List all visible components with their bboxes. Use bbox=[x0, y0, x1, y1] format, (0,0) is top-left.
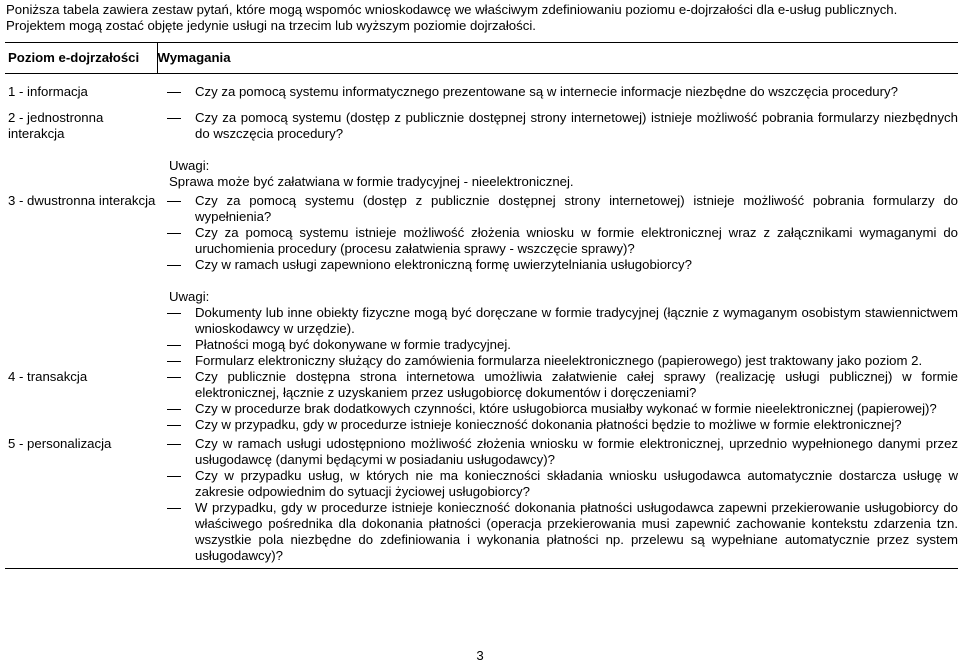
notes-label: Uwagi: bbox=[169, 158, 210, 173]
dash-bullet bbox=[167, 476, 181, 477]
list-item: Czy w ramach usługi udostępniono możliwość złożenia wniosku w formie elektronicznej, uprzednio wypełnionego danymi przez usługodawcę (danymi będącymi w posiadaniu usługodawcy)? bbox=[157, 436, 958, 468]
list-item: Czy w procedurze brak dodatkowych czynności, które usługobiorca musiałby wykonać w formie nieelektronicznej (papierowej)? bbox=[157, 401, 958, 417]
list-item: Czy za pomocą systemu (dostęp z publicznie dostępnej strony internetowej) istnieje możliwość pobrania formularzy niezbędnych do wszczęcia procedury? bbox=[157, 110, 958, 142]
dash-bullet bbox=[167, 345, 181, 346]
note-text: Sprawa może być załatwiana w formie tradycyjnej - nieelektronicznej. bbox=[169, 174, 574, 189]
list-item: Czy publicznie dostępna strona internetowa umożliwia załatwienie całej sprawy (realizację usługi publicznej) w formie elektronicznej, łącznie z uzyskaniem przez usługobiorcę dokumentów i doręczeniami? bbox=[157, 369, 958, 401]
table-row bbox=[5, 369, 958, 433]
level-5-label: 5 - personalizacja bbox=[5, 433, 157, 569]
list-item: W przypadku, gdy w procedurze istnieje konieczność dokonania płatności usługodawca zapewni przekierowanie usługobiorcy do właściwego pośrednika dla dokonania płatności (operacja przekierowania musi zapewnić zachowanie kontekstu zdarzenia tzn. wszystkie pola niezbędne do zdefiniowania i wykonania płatności np. przelewu są wypełniane automatycznie przez system usługodawcy)? bbox=[157, 500, 958, 564]
dash-bullet bbox=[167, 92, 181, 93]
dash-bullet bbox=[167, 313, 181, 314]
intro-line-2: Projektem mogą zostać objęte jedynie usługi na trzecim lub wyższym poziomie dojrzałości. bbox=[6, 18, 536, 33]
list-item: Czy w przypadku usług, w których nie ma konieczności składania wniosku usługodawca automatycznie dostarcza usługę w zakresie odpowiednim do sytuacji życiowej usługobiorcy? bbox=[157, 468, 958, 500]
list-item: Czy za pomocą systemu istnieje możliwość złożenia wniosku w formie elektronicznej wraz z załącznikami wymaganymi do uruchomienia procedury (procesu załatwienia sprawy - wszczęcie sprawy)? bbox=[157, 225, 958, 257]
dash-bullet bbox=[167, 118, 181, 119]
note-item: Formularz elektroniczny służący do zamówienia formularza nieelektronicznego (papierowego) jest traktowany jako poziom 2. bbox=[157, 353, 958, 369]
note-item: Dokumenty lub inne obiekty fizyczne mogą być doręczane w formie tradycyjnej (łącznie z wymaganym osobistym stawiennictwem wnioskodawcy w urzędzie). bbox=[157, 305, 958, 337]
table-header-row bbox=[5, 43, 958, 74]
page-number: 3 bbox=[476, 648, 484, 663]
level-4-label: 4 - transakcja bbox=[8, 369, 88, 384]
dash-bullet bbox=[167, 265, 181, 266]
dash-bullet bbox=[167, 409, 181, 410]
table-row bbox=[5, 433, 958, 569]
list-item: Czy w przypadku, gdy w procedurze istnieje konieczność dokonania płatności będzie to możliwe w formie elektronicznej? bbox=[157, 417, 958, 433]
dash-bullet bbox=[167, 425, 181, 426]
dash-bullet bbox=[167, 444, 181, 445]
table-row bbox=[5, 110, 958, 190]
dash-bullet bbox=[167, 508, 181, 509]
dash-bullet bbox=[167, 377, 181, 378]
level-1-label: 1 - informacja bbox=[8, 84, 88, 99]
dash-bullet bbox=[167, 233, 181, 234]
notes-label: Uwagi: bbox=[169, 289, 210, 304]
table-row bbox=[5, 84, 958, 100]
intro-line-1: Poniższa tabela zawiera zestaw pytań, które mogą wspomóc wnioskodawcę we właściwym zdefiniowaniu poziomu e-dojrzałości dla e-usług publicznych. bbox=[6, 2, 898, 17]
maturity-requirements-table bbox=[5, 42, 958, 569]
level-2-label: 2 - jednostronna interakcja bbox=[8, 110, 104, 141]
dash-bullet bbox=[167, 361, 181, 362]
note-item: Płatności mogą być dokonywane w formie tradycyjnej. bbox=[157, 337, 958, 353]
list-item: Czy za pomocą systemu informatycznego prezentowane są w internecie informacje niezbędne do wszczęcia procedury? bbox=[157, 84, 958, 100]
header-level: Poziom e-dojrzałości bbox=[5, 43, 157, 74]
list-item: Czy za pomocą systemu (dostęp z publicznie dostępnej strony internetowej) istnieje możliwość pobrania formularzy do wypełnienia? bbox=[157, 193, 958, 225]
level-3-label: 3 - dwustronna interakcja bbox=[8, 193, 156, 208]
table-row bbox=[5, 190, 958, 369]
header-requirements: Wymagania bbox=[157, 43, 958, 74]
list-item: Czy w ramach usługi zapewniono elektroniczną formę uwierzytelniania usługobiorcy? bbox=[157, 257, 958, 273]
dash-bullet bbox=[167, 201, 181, 202]
